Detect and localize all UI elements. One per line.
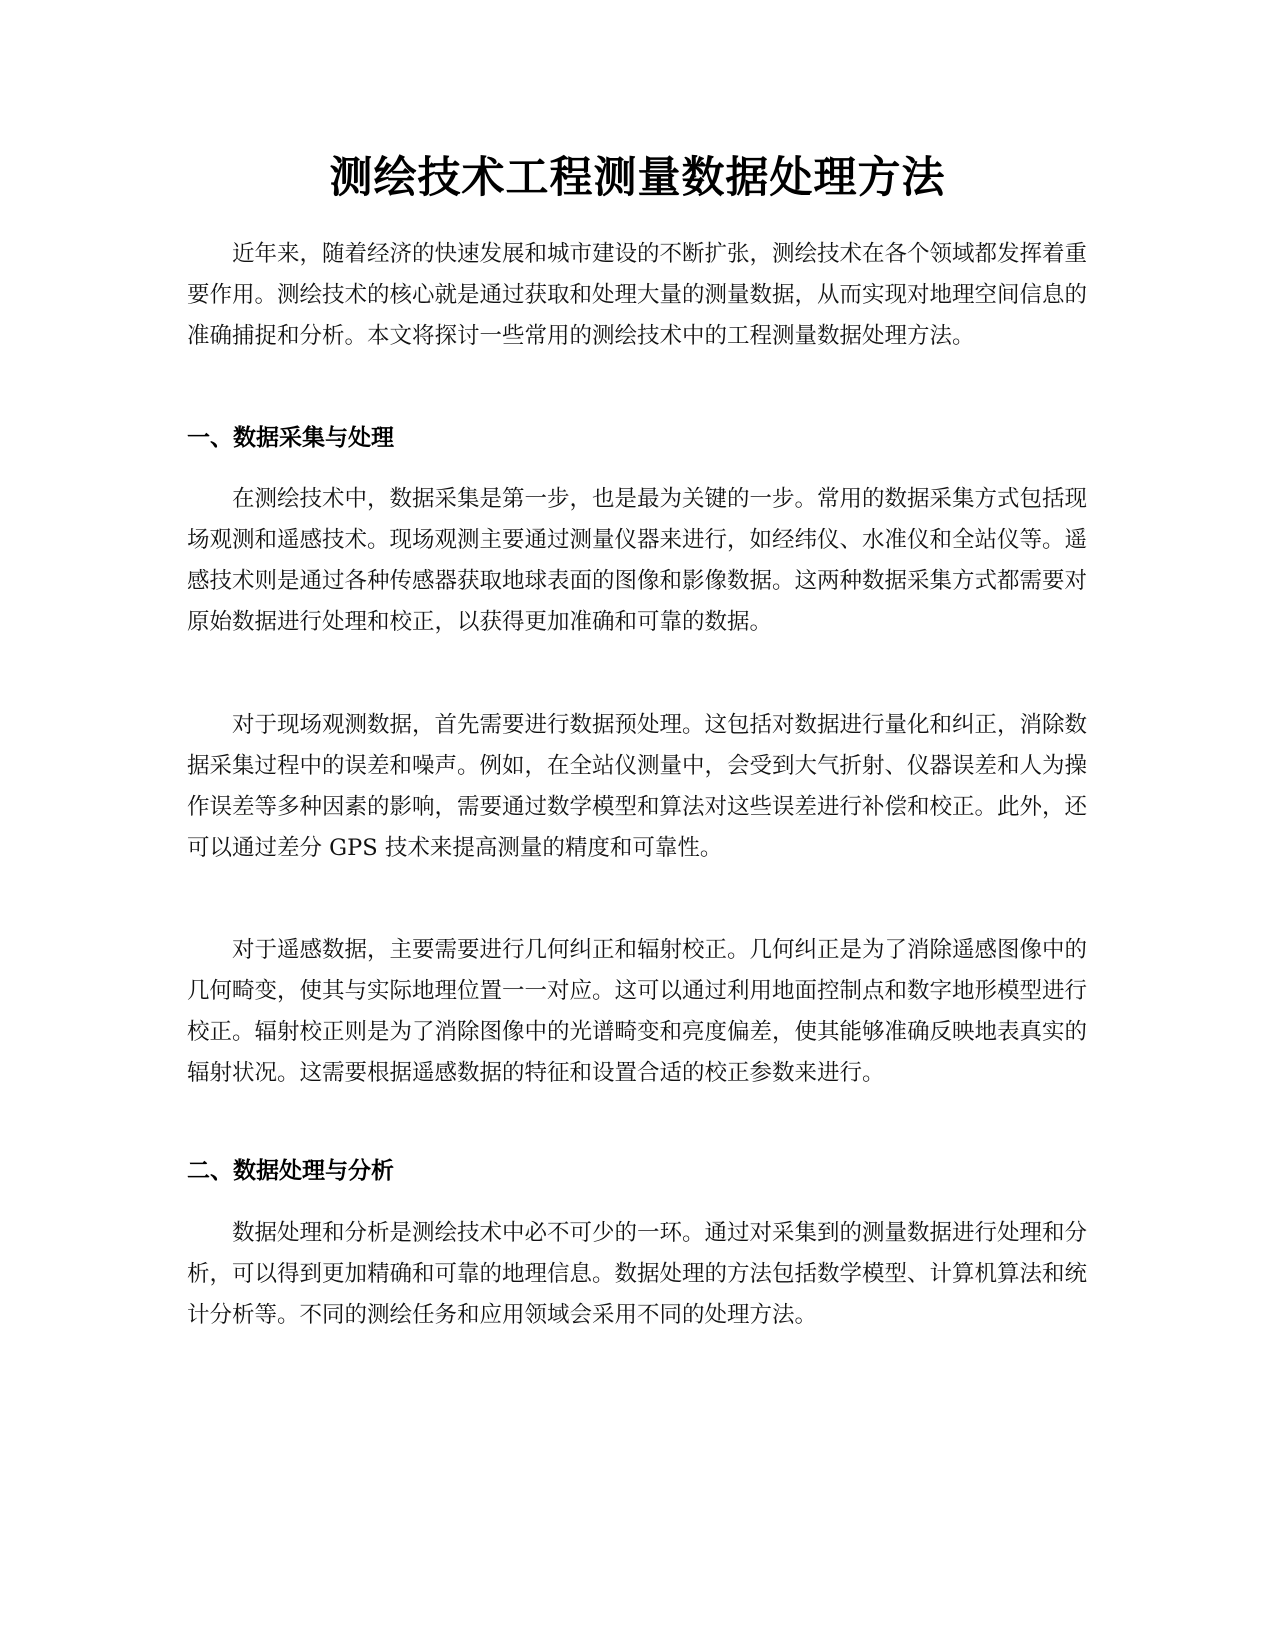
paragraph-data-collection: 在测绘技术中，数据采集是第一步，也是最为关键的一步。常用的数据采集方式包括现场观测和遥感技术。现场观测主要通过测量仪器来进行，如经纬仪、水准仪和全站仪等。遥感技术则是通过各种传感器获取地球表面的图像和影像数据。这两种数据采集方式都需要对原始数据进行处理和校正，以获得更加准确和可靠的数据。 xyxy=(187,486,1088,635)
paragraph-field-observation: 对于现场观测数据，首先需要进行数据预处理。这包括对数据进行量化和纠正，消除数据采集过程中的误差和噪声。例如，在全站仪测量中，会受到大气折射、仪器误差和人为操作误差等多种因素的影响，需要通过数学模型和算法对这些误差进行补偿和校正。此外，还可以通过差分 GPS 技术来提高测量的精度和可靠性。 xyxy=(187,712,1088,861)
section-heading-data-analysis: 二、数据处理与分析 xyxy=(187,1158,394,1184)
paragraph-remote-sensing: 对于遥感数据，主要需要进行几何纠正和辐射校正。几何纠正是为了消除遥感图像中的几何畸变，使其与实际地理位置一一对应。这可以通过利用地面控制点和数字地形模型进行校正。辐射校正则是为了消除图像中的光谱畸变和亮度偏差，使其能够准确反映地表真实的辐射状况。这需要根据遥感数据的特征和设置合适的校正参数来进行。 xyxy=(187,937,1088,1086)
intro-paragraph: 近年来，随着经济的快速发展和城市建设的不断扩张，测绘技术在各个领域都发挥着重要作用。测绘技术的核心就是通过获取和处理大量的测量数据，从而实现对地理空间信息的准确捕捉和分析。本文将探讨一些常用的测绘技术中的工程测量数据处理方法。 xyxy=(187,241,1088,349)
document-title: 测绘技术工程测量数据处理方法 xyxy=(329,153,946,203)
section-heading-data-collection: 一、数据采集与处理 xyxy=(187,425,394,451)
paragraph-data-analysis: 数据处理和分析是测绘技术中必不可少的一环。通过对采集到的测量数据进行处理和分析，可以得到更加精确和可靠的地理信息。数据处理的方法包括数学模型、计算机算法和统计分析等。不同的测绘任务和应用领域会采用不同的处理方法。 xyxy=(187,1220,1088,1328)
